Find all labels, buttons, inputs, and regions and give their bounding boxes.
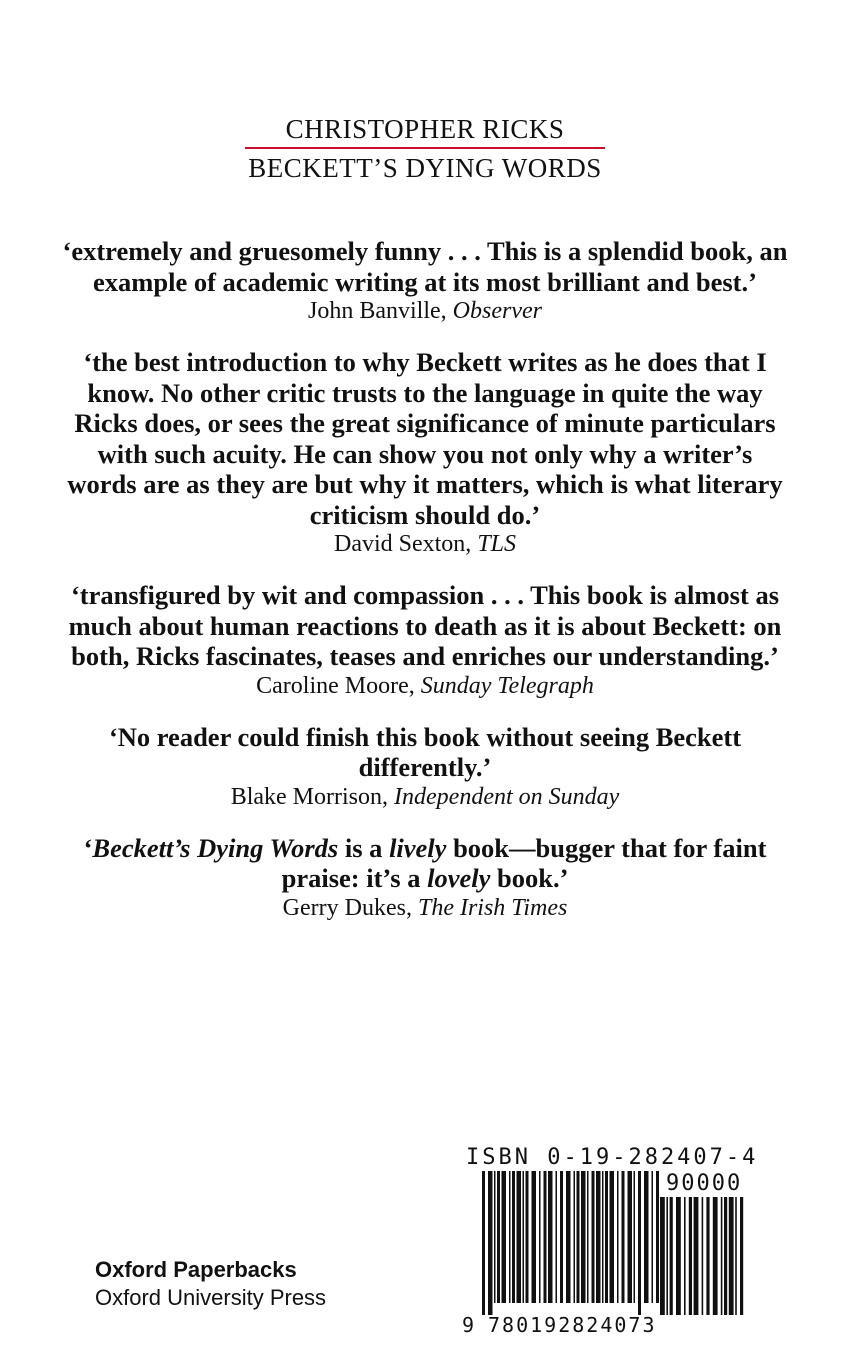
review-attribution bbox=[60, 672, 790, 700]
review-text-part: book—bugger that for faint praise: it’s a bbox=[281, 832, 767, 893]
emphasis-word: lovely bbox=[427, 863, 491, 893]
review-attribution bbox=[60, 530, 790, 558]
reviewer-name: Caroline Moore, bbox=[256, 672, 421, 699]
price-addon-barcode-icon bbox=[658, 1197, 748, 1315]
cover-header bbox=[0, 113, 850, 184]
review-text: ‘the best introduction to why Beckett writes as he does that I know. No other critic trusts to the language in quite the way Ricks does, or sees the great significance of minute particulars with such acuity. He can show you not only why a writer’s words are as they are but why it matters, which is what literary criticism should do.’ bbox=[67, 347, 783, 530]
book-title-italic: Beckett’s Dying Words bbox=[92, 832, 339, 863]
barcode-area bbox=[460, 1145, 760, 1345]
review-3 bbox=[60, 580, 790, 700]
emphasis-word: lively bbox=[389, 832, 447, 863]
review-text: ‘extremely and gruesomely funny . . . This is a splendid book, an example of academic writing at its most brilliant and best.’ bbox=[62, 236, 788, 297]
quote-open: ‘ bbox=[83, 832, 93, 863]
reviewer-name: Blake Morrison, bbox=[230, 783, 395, 810]
review-attribution bbox=[60, 783, 790, 811]
publication-name: TLS bbox=[477, 531, 517, 557]
price-code: 90000 bbox=[666, 1171, 743, 1196]
review-text bbox=[60, 833, 790, 894]
isbn-number: ISBN 0-19-282407-4 bbox=[466, 1145, 759, 1170]
review-text: ‘No reader could finish this book without seeing Beckett differently.’ bbox=[108, 721, 742, 782]
reviewer-name: John Banville, bbox=[308, 298, 453, 324]
ean-barcode-icon bbox=[480, 1171, 660, 1315]
review-attribution bbox=[60, 894, 790, 922]
review-4 bbox=[60, 722, 790, 811]
author-name: CHRISTOPHER RICKS bbox=[285, 114, 565, 144]
review-1 bbox=[60, 236, 790, 325]
review-quotes bbox=[60, 236, 790, 944]
imprint-name: Oxford Paperbacks bbox=[95, 1257, 297, 1282]
publication-name: The Irish Times bbox=[417, 894, 568, 921]
press-name: Oxford University Press bbox=[95, 1285, 327, 1310]
review-text-part: book.’ bbox=[490, 863, 569, 893]
publication-name: Observer bbox=[452, 298, 542, 324]
reviewer-name: Gerry Dukes, bbox=[282, 894, 418, 921]
review-attribution bbox=[60, 297, 790, 325]
publication-name: Independent on Sunday bbox=[394, 783, 620, 810]
review-text-part: is a bbox=[338, 832, 390, 863]
publication-name: Sunday Telegraph bbox=[420, 672, 594, 699]
review-text: ‘transfigured by wit and compassion . . . This book is almost as much about human reactions to death as it is about Beckett: on both, Ricks fascinates, teases and enriches our understanding.’ bbox=[68, 580, 782, 671]
ean-digits: 780192824073 bbox=[488, 1313, 657, 1337]
ean-first-digit: 9 bbox=[462, 1313, 475, 1337]
publisher-block bbox=[95, 1256, 326, 1312]
review-2 bbox=[60, 347, 790, 558]
book-title: BECKETT’S DYING WORDS bbox=[248, 153, 602, 183]
review-5 bbox=[60, 833, 790, 922]
reviewer-name: David Sexton, bbox=[333, 531, 478, 557]
red-divider-rule bbox=[245, 147, 605, 149]
